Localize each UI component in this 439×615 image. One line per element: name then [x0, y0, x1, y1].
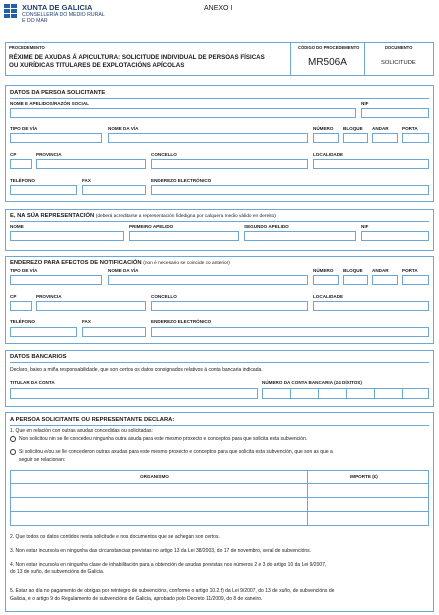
notif-door-label: PORTA — [402, 268, 418, 273]
org-department: CONSELLERÍA DO MEDIO RURAL — [22, 12, 105, 18]
applicant-locality-field[interactable] — [313, 159, 429, 169]
applicant-door-field[interactable] — [402, 133, 429, 143]
aid-col-organism: ORGANISMO — [140, 474, 169, 479]
notif-road-type-field[interactable] — [10, 275, 102, 285]
applicant-block-field[interactable] — [343, 133, 368, 143]
option-no-other-aid-radio[interactable] — [10, 436, 16, 442]
applicant-phone-field[interactable] — [10, 185, 77, 195]
account-divider-1 — [290, 389, 291, 398]
notif-block-label: BLOQUE — [343, 268, 363, 273]
declaration-item-5-line-2: Galicia, e o artigo 9 do Regulamento de subvencións de Galicia, aprobado polo Decreto 11/2009, do 8 de xaneiro. — [10, 596, 263, 602]
declaration-item-4-line-1: 4. Non estar incurso/a en ningunha clase de inhabilitación para a obtención de axudas previstas nos números 2 e 3 do artigo 10 da Lei 9/2007, — [10, 562, 327, 568]
account-divider-2 — [318, 389, 319, 398]
rep-surname2-label: SEGUNDO APELIDO — [244, 224, 289, 229]
org-department-2: E DO MAR — [22, 18, 48, 24]
applicant-name-field[interactable] — [10, 108, 356, 118]
applicant-email-field[interactable] — [151, 185, 429, 195]
procedure-label: PROCEDEMENTO — [9, 45, 45, 50]
annex-label: ANEXO I — [204, 5, 233, 12]
rep-surname1-field[interactable] — [129, 231, 239, 241]
applicant-phone-label: TELÉFONO — [10, 178, 36, 183]
procedure-code: MR506A — [308, 57, 347, 68]
xunta-logo-icon — [4, 4, 18, 19]
representative-title — [10, 213, 276, 219]
notif-council-label: CONCELLO — [151, 294, 177, 299]
bank-account-field[interactable] — [262, 388, 429, 399]
notif-floor-label: ANDAR — [372, 268, 389, 273]
notif-email-field[interactable] — [151, 327, 429, 337]
notif-number-field[interactable] — [313, 275, 339, 285]
applicant-email-label: ENDEREZO ELECTRÓNICO — [151, 178, 212, 183]
aid-col-amount: IMPORTE (€) — [350, 474, 378, 479]
applicant-floor-field[interactable] — [372, 133, 398, 143]
option-no-other-aid-label: Non solicitou nin se lle concedeu ningunha outra axuda para este mesmo proxecto e conceptos para que solicita esta subvención. — [19, 436, 308, 442]
notif-phone-label: TELÉFONO — [10, 319, 36, 324]
applicant-council-field[interactable] — [151, 159, 308, 169]
account-divider-4 — [374, 389, 375, 398]
representative-rule — [10, 221, 429, 222]
applicant-name-label: NOME E APELIDOS/RAZÓN SOCIAL — [10, 101, 89, 106]
procedure-title-2: OU XURÍDICAS TITULARES DE EXPLOTACIÓNS APÍCOLAS — [9, 62, 185, 69]
applicant-council-label: CONCELLO — [151, 152, 177, 157]
org-name: XUNTA DE GALICIA — [22, 3, 93, 12]
applicant-rule — [10, 98, 429, 99]
notif-council-field[interactable] — [151, 301, 308, 311]
notification-note: (non é necesario se coincide co anterior) — [143, 261, 230, 266]
rep-name-field[interactable] — [10, 231, 124, 241]
notif-door-field[interactable] — [402, 275, 429, 285]
notif-number-label: NÚMERO — [313, 268, 334, 273]
applicant-door-label: PORTA — [402, 126, 418, 131]
applicant-locality-label: LOCALIDADE — [313, 152, 344, 157]
notif-block-field[interactable] — [343, 275, 368, 285]
declarations-rule — [10, 425, 429, 426]
notification-title — [10, 260, 230, 266]
declarations-title: A PERSOA SOLICITANTE OU REPRESENTANTE DECLARA: — [10, 417, 175, 423]
declaration-item-5-line-1: 5. Estar ao día no pagamento de obrigas por reintegro de subvencións, conforme o artigo 10.2.f) da Lei 9/2007, do 13 de xuño, de subvencións de — [10, 588, 335, 594]
notif-locality-label: LOCALIDADE — [313, 294, 344, 299]
notif-cp-field[interactable] — [10, 301, 32, 311]
applicant-floor-label: ANDAR — [372, 126, 389, 131]
notif-province-field[interactable] — [36, 301, 146, 311]
representative-title-text: E, NA SÚA REPRESENTACIÓN — [10, 213, 95, 219]
applicant-cp-label: CP — [10, 152, 17, 157]
notif-cp-label: CP — [10, 294, 17, 299]
notif-province-label: PROVINCIA — [36, 294, 62, 299]
applicant-province-field[interactable] — [36, 159, 146, 169]
notification-title-text: ENDEREZO PARA EFECTOS DE NOTIFICACIÓN — [10, 260, 142, 266]
aid-table-row-1[interactable] — [11, 484, 428, 498]
notif-fax-field[interactable] — [82, 327, 146, 337]
applicant-road-type-label: TIPO DE VÍA — [10, 126, 38, 131]
notif-road-name-field[interactable] — [108, 275, 308, 285]
representative-note: (deberá acreditarse a representación fidedigna por calquera medio válido en dereito) — [95, 214, 276, 219]
document-type: SOLICITUDE — [381, 60, 416, 66]
notif-road-name-label: NOME DA VÍA — [108, 268, 139, 273]
rep-surname2-field[interactable] — [244, 231, 356, 241]
applicant-cp-field[interactable] — [10, 159, 32, 169]
procedure-title-1: RÉXIME DE AXUDAS Á APICULTURA: SOLICITUDE INDIVIDUAL DE PERSOAS FÍSICAS — [9, 54, 265, 61]
bank-rule — [10, 362, 429, 363]
applicant-nif-field[interactable] — [361, 108, 429, 118]
applicant-title: DATOS DA PERSOA SOLICITANTE — [10, 90, 106, 96]
applicant-number-label: NÚMERO — [313, 126, 334, 131]
applicant-fax-field[interactable] — [82, 185, 146, 195]
notif-email-label: ENDEREZO ELECTRÓNICO — [151, 319, 212, 324]
applicant-province-label: PROVINCIA — [36, 152, 62, 157]
procedure-divider-1 — [290, 42, 291, 76]
bank-holder-field[interactable] — [10, 388, 258, 399]
bank-holder-label: TITULAR DA CONTA — [10, 380, 55, 385]
aid-table-row-3[interactable] — [11, 512, 428, 526]
bank-account-label: NÚMERO DA CONTA BANCARIA (24 DÍXITOS) — [262, 380, 362, 385]
notif-phone-field[interactable] — [10, 327, 77, 337]
applicant-road-type-field[interactable] — [10, 133, 102, 143]
bank-title: DATOS BANCARIOS — [10, 354, 67, 360]
applicant-number-field[interactable] — [313, 133, 339, 143]
procedure-divider-2 — [364, 42, 365, 76]
applicant-road-name-field[interactable] — [108, 133, 308, 143]
option-other-aid-radio[interactable] — [10, 449, 16, 455]
notif-road-type-label: TIPO DE VÍA — [10, 268, 38, 273]
rep-nif-field[interactable] — [361, 231, 429, 241]
option-other-aid-label-2: seguir se relacionan: — [19, 457, 66, 463]
document-type-label: DOCUMENTO — [385, 45, 413, 50]
rep-name-label: NOME — [10, 224, 24, 229]
notif-floor-field[interactable] — [372, 275, 398, 285]
rep-nif-label: NIF — [361, 224, 369, 229]
applicant-road-name-label: NOME DA VÍA — [108, 126, 139, 131]
declaration-item-1: 1. Que en relación con outras axudas concedidas ou solicitadas: — [10, 428, 153, 434]
applicant-fax-label: FAX — [82, 178, 91, 183]
declaration-item-3: 3. Non estar incurso/a en ningunha das circunstancias previstas no artigo 13 da Lei 38/2003, do 17 de novembro, xeral de subvencións. — [10, 548, 312, 554]
account-divider-5 — [402, 389, 403, 398]
notif-fax-label: FAX — [82, 319, 91, 324]
notif-locality-field[interactable] — [313, 301, 429, 311]
option-other-aid-label-1: Si solicitou e/ou se lle concederon outras axudas para este mesmo proxecto e conceptos para que solicita esta subvención, que son as que a — [19, 449, 333, 455]
account-divider-3 — [346, 389, 347, 398]
applicant-nif-label: NIF — [361, 101, 369, 106]
declaration-item-4-line-2: do 13 de xuño, de subvencións de Galicia. — [10, 569, 105, 575]
rep-surname1-label: PRIMEIRO APELIDO — [129, 224, 174, 229]
bank-declaration: Declaro, baixo a miña responsabilidade, que son certos os datos consignados relativos á conta bancaria indicada. — [10, 367, 263, 373]
applicant-block-label: BLOQUE — [343, 126, 363, 131]
declaration-item-2: 2. Que todos os datos contidos nesta solicitude e nos documentos que se achegan son certos. — [10, 534, 220, 540]
aid-table-row-2[interactable] — [11, 498, 428, 512]
procedure-code-label: CÓDIGO DO PROCEDEMENTO — [298, 45, 360, 50]
